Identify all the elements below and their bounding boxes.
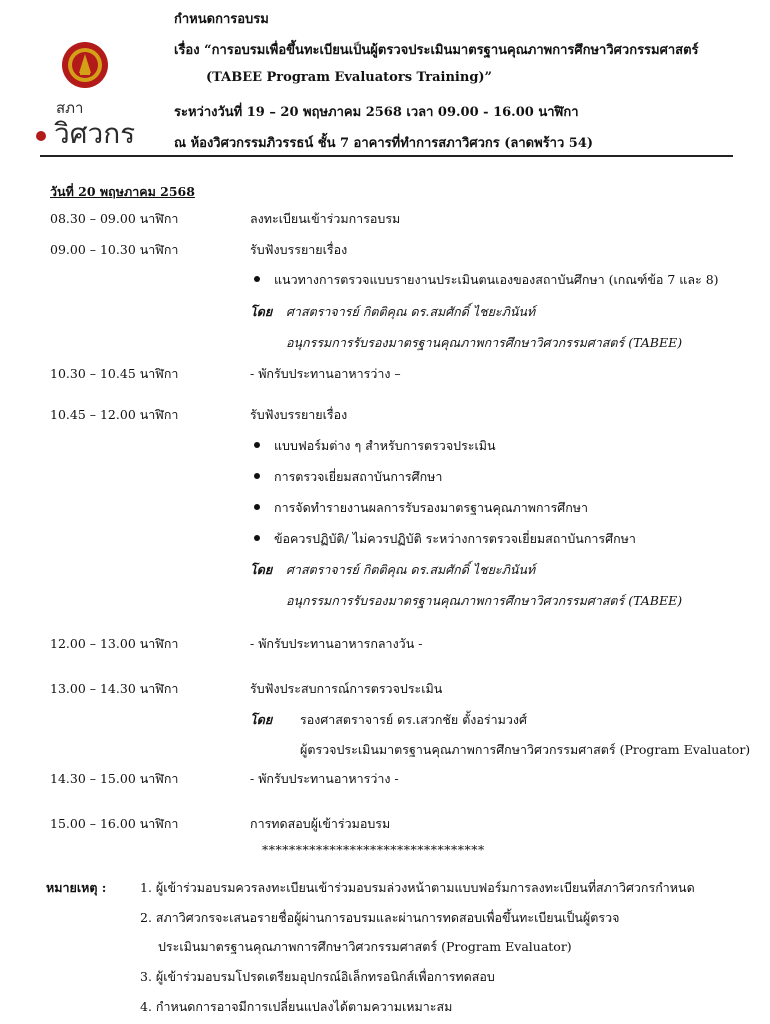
slot-time: 12.00 – 13.00 นาฬิกา bbox=[50, 636, 179, 651]
bullet-icon bbox=[254, 504, 260, 510]
slot-time: 14.30 – 15.00 นาฬิกา bbox=[50, 771, 179, 786]
slot-time: 10.30 – 10.45 นาฬิกา bbox=[50, 366, 179, 381]
slot-topic: การตรวจเยี่ยมสถาบันการศึกษา bbox=[274, 469, 443, 484]
day-heading: วันที่ 20 พฤษภาคม 2568 bbox=[50, 184, 195, 199]
slot-title: การทดสอบผู้เข้าร่วมอบรม bbox=[250, 816, 391, 831]
council-logo bbox=[30, 38, 160, 150]
speaker-role: ผู้ตรวจประเมินมาตรฐานคุณภาพการศึกษาวิศวกรรมศาสตร์ (Program Evaluator) bbox=[300, 742, 751, 757]
by-label: โดย bbox=[250, 712, 273, 727]
speaker-name: ศาสตราจารย์ กิตติคุณ ดร.สมศักดิ์ ไชยะภินันท์ bbox=[286, 562, 536, 577]
slot-title: รับฟังบรรยายเรื่อง bbox=[250, 407, 348, 422]
council-seal-icon bbox=[60, 40, 110, 90]
slot-topic: แนวทางการตรวจแบบรายงานประเมินตนเองของสถาบันศึกษา (เกณฑ์ข้อ 7 และ 8) bbox=[274, 272, 719, 287]
bullet-icon bbox=[254, 473, 260, 479]
header-subject-en: (TABEE Program Evaluators Training)” bbox=[206, 70, 493, 85]
bullet-icon bbox=[254, 535, 260, 541]
slot-title: รับฟังบรรยายเรื่อง bbox=[250, 242, 348, 257]
note-item: 2. สภาวิศวกรจะเสนอรายชื่อผู้ผ่านการอบรมและผ่านการทดสอบเพื่อขึ้นทะเบียนเป็นผู้ตรวจ bbox=[140, 910, 620, 925]
notes-label: หมายเหตุ : bbox=[46, 880, 107, 895]
header-subject: เรื่อง “การอบรมเพื่อขึ้นทะเบียนเป็นผู้ตรวจประเมินมาตรฐานคุณภาพการศึกษาวิศวกรรมศาสตร์ bbox=[174, 43, 699, 58]
slot-topic: แบบฟอร์มต่าง ๆ สำหรับการตรวจประเมิน bbox=[274, 438, 496, 453]
slot-title: - พักรับประทานอาหารว่าง - bbox=[250, 771, 399, 786]
slot-time: 08.30 – 09.00 นาฬิกา bbox=[50, 211, 179, 226]
slot-title: ลงทะเบียนเข้าร่วมการอบรม bbox=[250, 211, 401, 226]
by-label: โดย bbox=[250, 304, 273, 319]
slot-time: 15.00 – 16.00 นาฬิกา bbox=[50, 816, 179, 831]
speaker-role: อนุกรรมการรับรองมาตรฐานคุณภาพการศึกษาวิศวกรรมศาสตร์ (TABEE) bbox=[286, 335, 683, 350]
header-dates: ระหว่างวันที่ 19 – 20 พฤษภาคม 2568 เวลา 09.00 - 16.00 นาฬิกา bbox=[174, 105, 579, 120]
speaker-name: รองศาสตราจารย์ ดร.เสวกชัย ตั้งอร่ามวงศ์ bbox=[300, 712, 527, 727]
slot-title: - พักรับประทานอาหารกลางวัน - bbox=[250, 636, 423, 651]
slot-time: 10.45 – 12.00 นาฬิกา bbox=[50, 407, 179, 422]
slot-topic: การจัดทำรายงานผลการรับรองมาตรฐานคุณภาพการศึกษา bbox=[274, 500, 589, 515]
bullet-icon bbox=[254, 276, 260, 282]
header-venue: ณ ห้องวิศวกรรมภิวรรธน์ ชั้น 7 อาคารที่ทำการสภาวิศวกร (ลาดพร้าว 54) bbox=[174, 136, 594, 151]
slot-title: รับฟังประสบการณ์การตรวจประเมิน bbox=[250, 681, 443, 696]
star-divider: ********************************* bbox=[262, 842, 485, 857]
note-item: 1. ผู้เข้าร่วมอบรมควรลงทะเบียนเข้าร่วมอบรมล่วงหน้าตามแบบฟอร์มการลงทะเบียนที่สภาวิศวกรกำหนด bbox=[140, 880, 695, 895]
speaker-role: อนุกรรมการรับรองมาตรฐานคุณภาพการศึกษาวิศวกรรมศาสตร์ (TABEE) bbox=[286, 593, 683, 608]
slot-topic: ข้อควรปฏิบัติ/ ไม่ควรปฏิบัติ ระหว่างการตรวจเยี่ยมสถาบันการศึกษา bbox=[274, 531, 636, 546]
logo-word-small: สภา bbox=[56, 99, 84, 117]
slot-time: 09.00 – 10.30 นาฬิกา bbox=[50, 242, 179, 257]
logo-word-large: วิศวกร bbox=[54, 117, 136, 150]
slot-title: - พักรับประทานอาหารว่าง – bbox=[250, 366, 401, 381]
bullet-icon bbox=[254, 442, 260, 448]
slot-time: 13.00 – 14.30 นาฬิกา bbox=[50, 681, 179, 696]
logo-dot-icon bbox=[36, 131, 46, 141]
speaker-name: ศาสตราจารย์ กิตติคุณ ดร.สมศักดิ์ ไชยะภินันท์ bbox=[286, 304, 536, 319]
header-title: กำหนดการอบรม bbox=[174, 12, 269, 27]
note-item: 3. ผู้เข้าร่วมอบรมโปรดเตรียมอุปกรณ์อิเล็กทรอนิกส์เพื่อการทดสอบ bbox=[140, 969, 495, 984]
by-label: โดย bbox=[250, 562, 273, 577]
header-divider bbox=[40, 155, 733, 157]
note-item: 4. กำหนดการอาจมีการเปลี่ยนแปลงได้ตามความเหมาะสม bbox=[140, 999, 453, 1014]
note-item-continued: ประเมินมาตรฐานคุณภาพการศึกษาวิศวกรรมศาสตร์ (Program Evaluator) bbox=[158, 939, 572, 954]
